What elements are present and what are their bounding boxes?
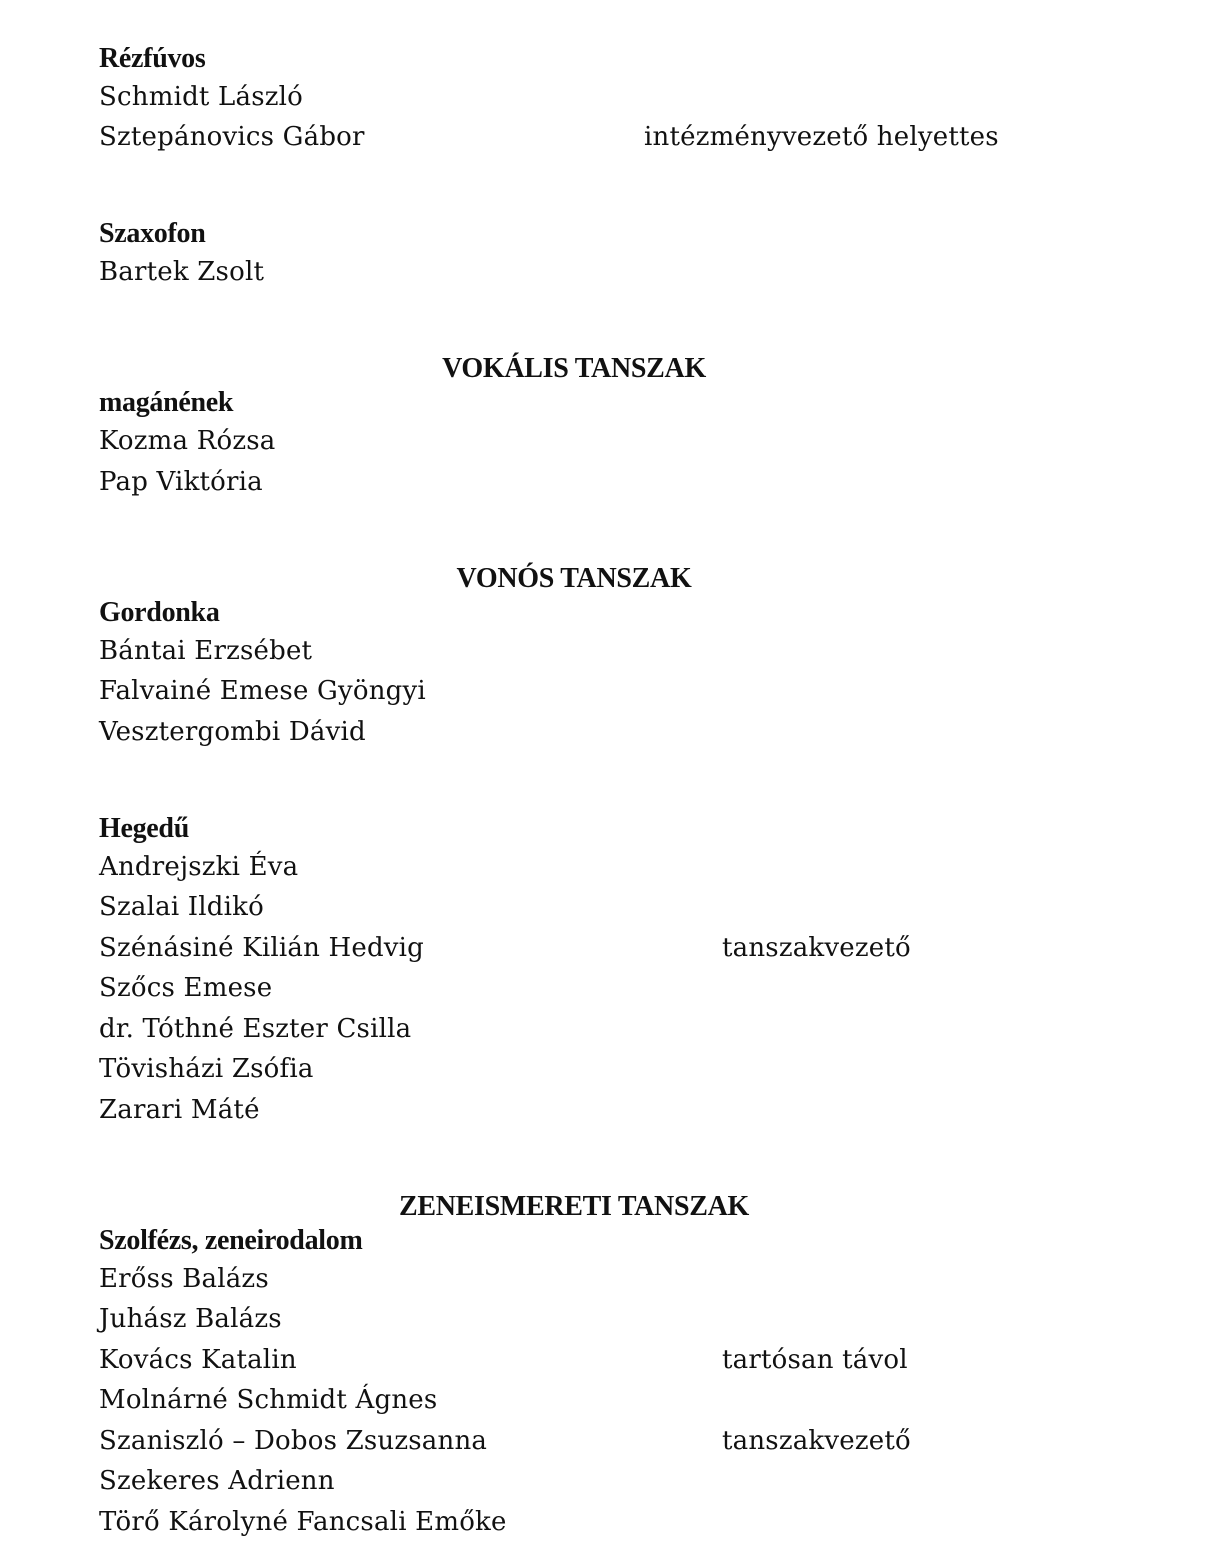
staff-name: Szénásiné Kilián Hedvig (99, 933, 425, 963)
staff-role: intézményvezető helyettes (644, 122, 999, 152)
staff-name: Molnárné Schmidt Ágnes (99, 1385, 438, 1415)
section-title-zeneismereti: ZENEISMERETI TANSZAK (398, 1191, 750, 1222)
staff-role: tartósan távol (722, 1345, 908, 1375)
subject-heading-maganenek: magánének (99, 387, 234, 418)
subject-heading-rezfuvos: Rézfúvos (99, 43, 206, 74)
staff-name: Schmidt László (99, 82, 304, 112)
staff-name: Bántai Erzsébet (99, 636, 313, 666)
staff-name: Juhász Balázs (99, 1304, 282, 1334)
staff-name: Pap Viktória (99, 467, 263, 497)
staff-name: Szalai Ildikó (99, 892, 264, 922)
staff-name: Tövisházi Zsófia (99, 1054, 314, 1084)
subject-heading-gordonka: Gordonka (99, 597, 220, 628)
section-title-vonos: VONÓS TANSZAK (456, 563, 692, 594)
staff-name: dr. Tóthné Eszter Csilla (99, 1014, 412, 1044)
staff-role: tanszakvezető (722, 933, 911, 963)
staff-name: Vesztergombi Dávid (99, 717, 366, 747)
staff-name: Sztepánovics Gábor (99, 122, 365, 152)
staff-name: Bartek Zsolt (99, 257, 265, 287)
section-title-vokalis: VOKÁLIS TANSZAK (442, 353, 706, 384)
subject-heading-szaxofon: Szaxofon (99, 218, 206, 249)
staff-name: Kozma Rózsa (99, 426, 276, 456)
staff-name: Kovács Katalin (99, 1345, 297, 1375)
staff-name: Falvainé Emese Gyöngyi (99, 676, 426, 706)
subject-heading-szolfezs: Szolfézs, zeneirodalom (99, 1225, 363, 1256)
staff-role: tanszakvezető (722, 1426, 911, 1456)
subject-heading-hegedu: Hegedű (99, 813, 189, 844)
staff-name: Szőcs Emese (99, 973, 273, 1003)
staff-name: Szaniszló – Dobos Zsuzsanna (99, 1426, 488, 1456)
staff-name: Andrejszki Éva (99, 852, 299, 882)
staff-name: Erőss Balázs (99, 1264, 269, 1294)
staff-name: Szekeres Adrienn (99, 1466, 335, 1496)
staff-name: Zarari Máté (99, 1095, 260, 1125)
staff-name: Törő Károlyné Fancsali Emőke (99, 1507, 507, 1537)
